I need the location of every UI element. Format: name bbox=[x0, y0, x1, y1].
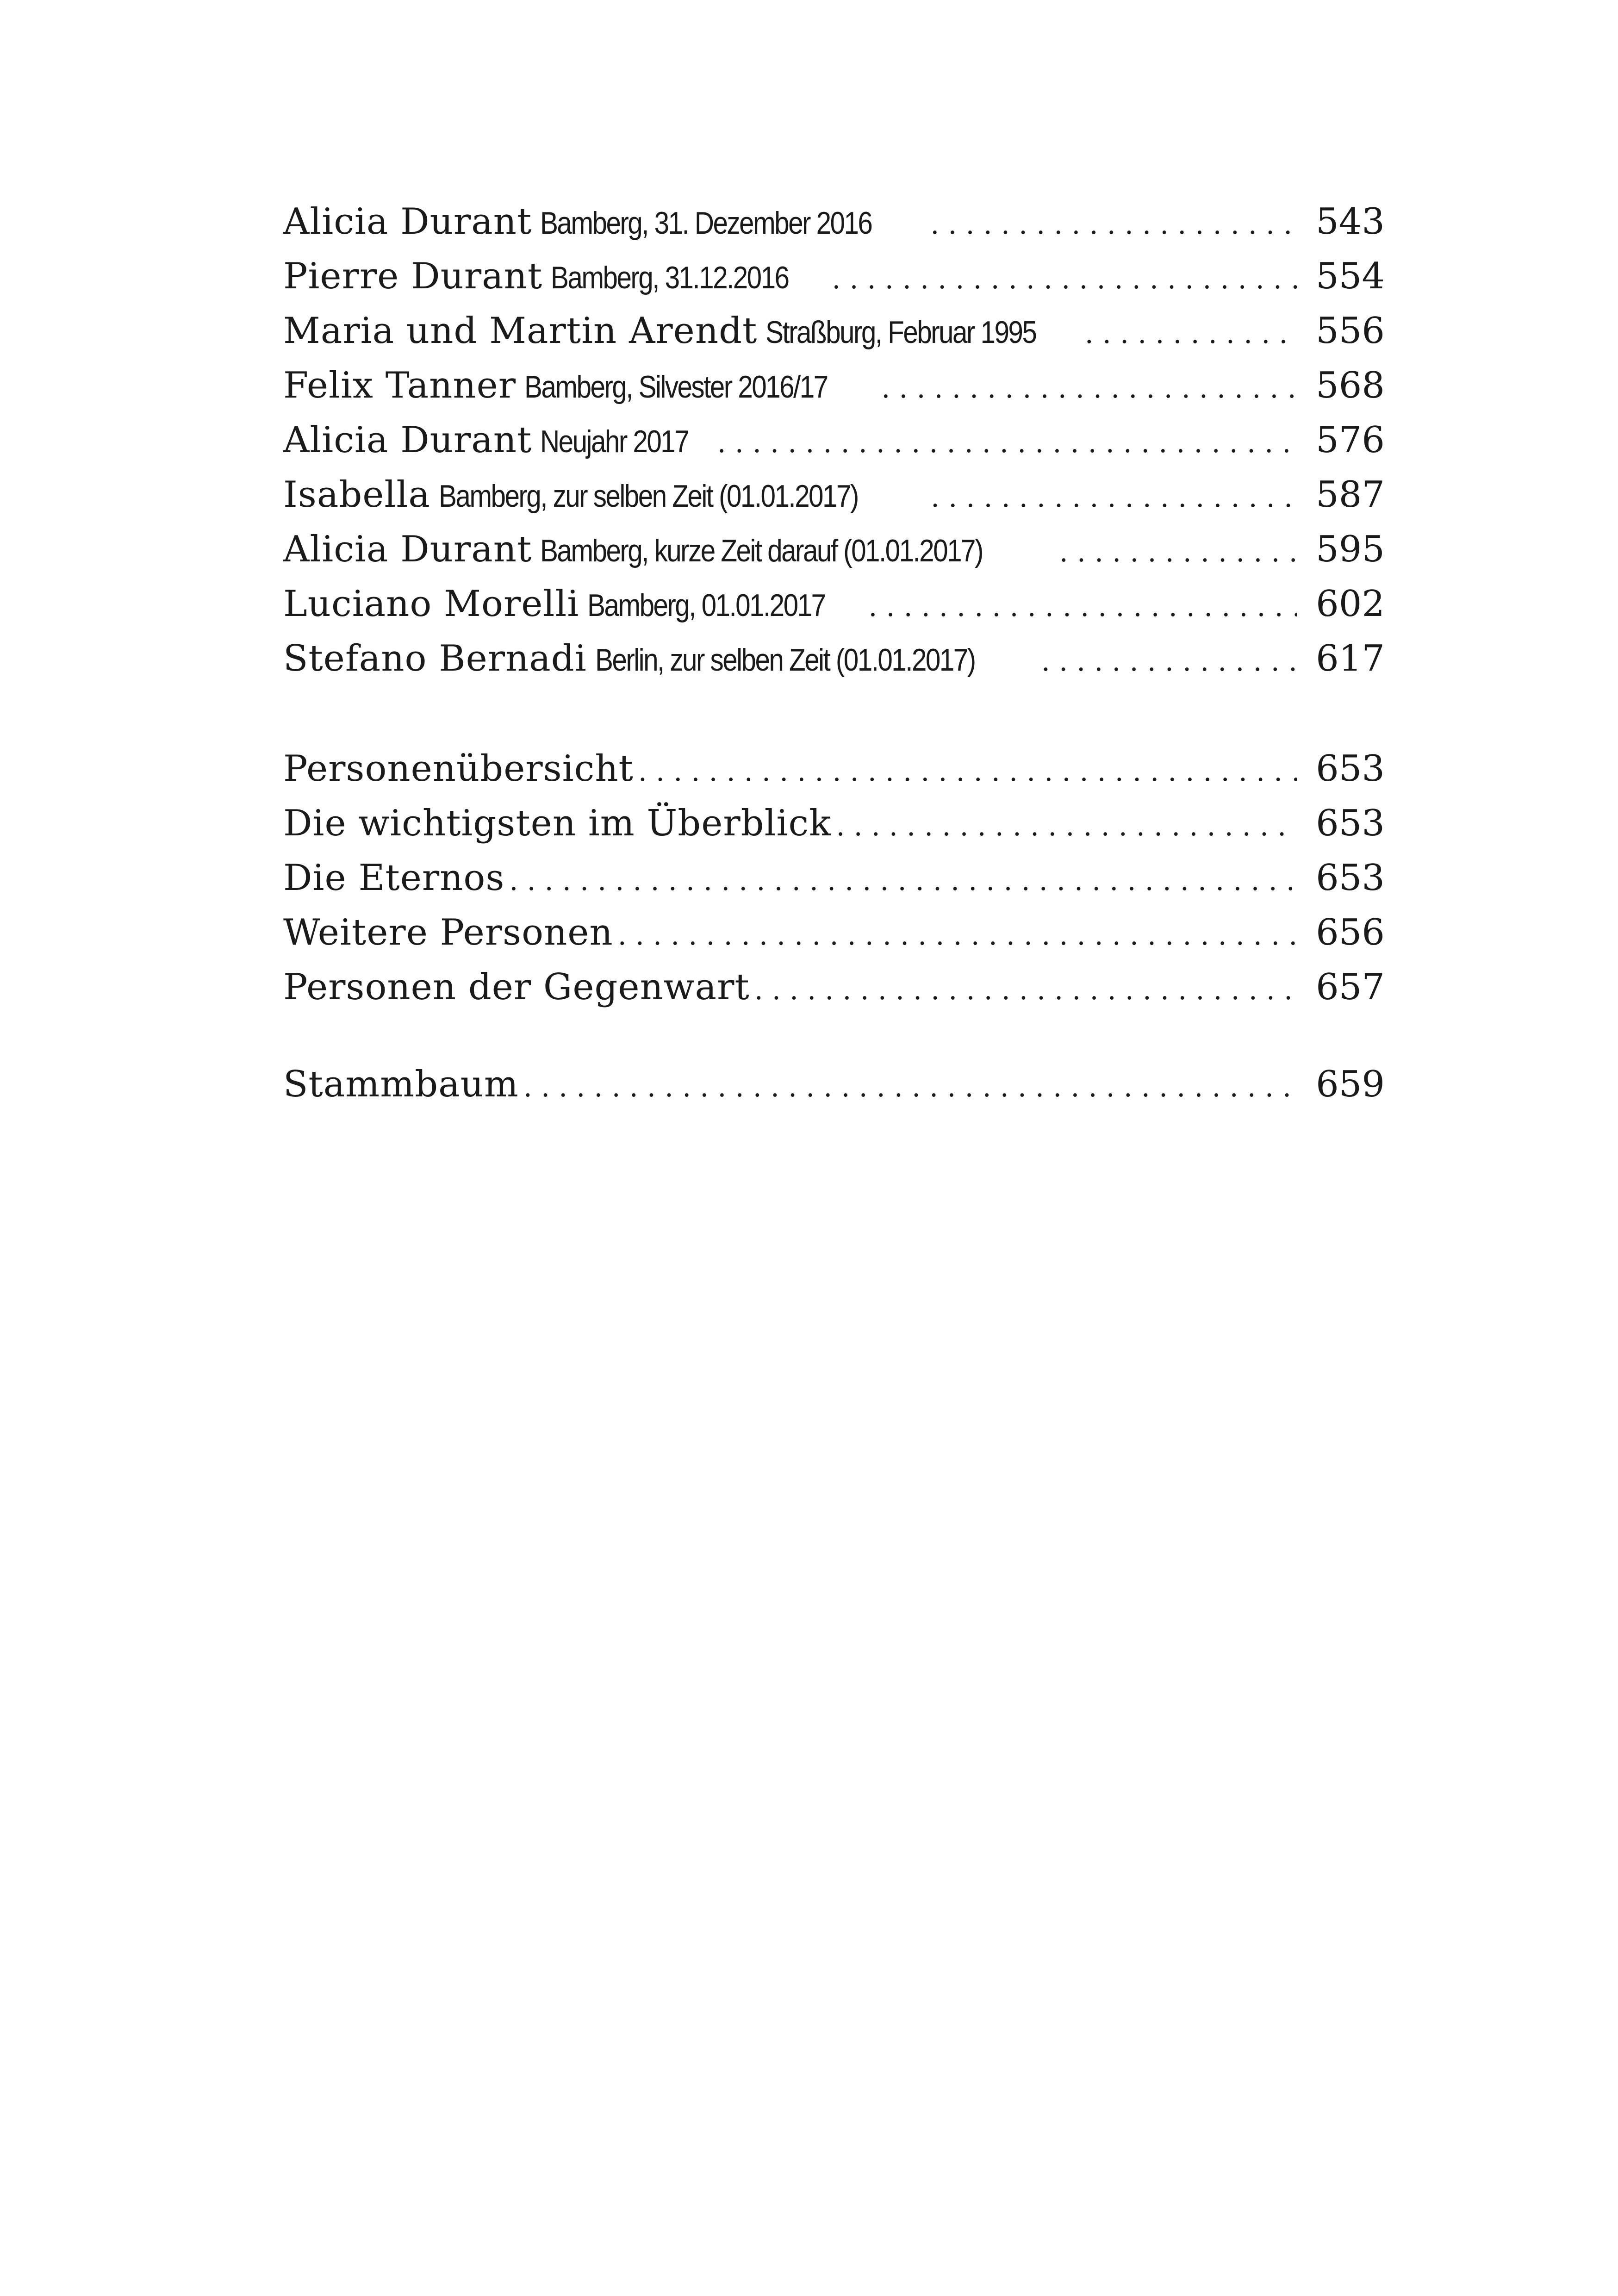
dot-leader bbox=[638, 744, 1297, 799]
section-spacer bbox=[283, 1014, 1385, 1057]
toc-family-tree-title: Stammbaum bbox=[283, 1064, 519, 1105]
dot-leader bbox=[881, 361, 1297, 416]
toc-entry-place: Neujahr 2017 bbox=[540, 424, 689, 459]
dot-leader bbox=[754, 963, 1297, 1017]
toc-family-tree-page: 659 bbox=[1316, 1064, 1385, 1105]
toc-entry-page: 617 bbox=[1316, 638, 1385, 679]
toc-entry[interactable] bbox=[283, 304, 1385, 358]
toc-appendix-page: 653 bbox=[1316, 803, 1385, 844]
dot-leader bbox=[832, 252, 1297, 306]
toc-entry[interactable] bbox=[283, 522, 1385, 577]
toc-entry-name: Luciano Morelli bbox=[283, 583, 579, 625]
toc-entry-name: Stefano Bernadi bbox=[283, 638, 587, 679]
toc-entry[interactable] bbox=[283, 358, 1385, 413]
toc-entry-name: Pierre Durant bbox=[283, 255, 543, 297]
toc-entry-name: Maria und Martin Arendt bbox=[283, 310, 758, 352]
toc-entry-name: Alicia Durant bbox=[283, 419, 532, 461]
toc-entry[interactable] bbox=[283, 631, 1385, 686]
toc-entry-page: 543 bbox=[1316, 201, 1385, 243]
toc-entry-page: 568 bbox=[1316, 365, 1385, 406]
toc-appendix-title: Die wichtigsten im Überblick bbox=[283, 803, 832, 844]
toc-appendix-title: Personen der Gegenwart bbox=[283, 966, 750, 1008]
toc-entry-page: 556 bbox=[1316, 310, 1385, 352]
toc-entry-name: Alicia Durant bbox=[283, 529, 532, 570]
toc-entry[interactable] bbox=[283, 413, 1385, 467]
toc-entry[interactable] bbox=[283, 194, 1385, 249]
toc-entry-place: Straßburg, Februar 1995 bbox=[765, 315, 1036, 350]
toc-appendix-entry[interactable] bbox=[283, 960, 1385, 1014]
dot-leader bbox=[1059, 525, 1297, 579]
toc-entry-place: Bamberg, kurze Zeit darauf (01.01.2017) bbox=[540, 533, 983, 568]
toc-appendix-entry[interactable] bbox=[283, 905, 1385, 960]
toc-entry-page: 602 bbox=[1316, 583, 1385, 625]
dot-leader bbox=[618, 908, 1297, 963]
dot-leader bbox=[1085, 306, 1297, 361]
toc-appendix-title: Personenübersicht bbox=[283, 748, 634, 790]
toc-appendix-title: Weitere Personen bbox=[283, 912, 613, 953]
toc-entry-name: Alicia Durant bbox=[283, 201, 532, 243]
dot-leader bbox=[523, 1060, 1297, 1114]
dot-leader bbox=[509, 853, 1297, 908]
toc-appendix-page: 653 bbox=[1316, 748, 1385, 790]
toc-entry-place: Bamberg, 01.01.2017 bbox=[587, 588, 825, 623]
dot-leader bbox=[930, 197, 1297, 252]
toc-entry-page: 595 bbox=[1316, 529, 1385, 570]
toc-entry-place: Bamberg, zur selben Zeit (01.01.2017) bbox=[438, 479, 858, 514]
toc-appendix-page: 656 bbox=[1316, 912, 1385, 953]
toc-entry[interactable] bbox=[283, 249, 1385, 304]
toc-entry-page: 587 bbox=[1316, 474, 1385, 516]
toc-appendix-page: 653 bbox=[1316, 857, 1385, 899]
toc-entry[interactable] bbox=[283, 467, 1385, 522]
toc-appendix-entry[interactable] bbox=[283, 851, 1385, 905]
toc-appendix-page: 657 bbox=[1316, 966, 1385, 1008]
dot-leader bbox=[836, 799, 1297, 853]
toc-entry-page: 554 bbox=[1316, 255, 1385, 297]
toc-entry-place: Bamberg, 31.12.2016 bbox=[551, 260, 789, 295]
toc-appendix-title: Die Eternos bbox=[283, 857, 505, 899]
toc-entry-name: Isabella bbox=[283, 474, 430, 516]
dot-leader bbox=[717, 416, 1297, 470]
table-of-contents bbox=[283, 194, 1385, 1112]
toc-entry[interactable] bbox=[283, 577, 1385, 631]
dot-leader bbox=[868, 579, 1297, 634]
toc-entry-place: Berlin, zur selben Zeit (01.01.2017) bbox=[595, 642, 975, 678]
toc-entry-page: 576 bbox=[1316, 419, 1385, 461]
toc-family-tree-entry[interactable] bbox=[283, 1057, 1385, 1112]
toc-appendix-entry[interactable] bbox=[283, 741, 1385, 796]
toc-entry-place: Bamberg, Silvester 2016/17 bbox=[524, 369, 828, 404]
toc-entry-name: Felix Tanner bbox=[283, 365, 517, 406]
dot-leader bbox=[931, 470, 1297, 525]
toc-entry-place: Bamberg, 31. Dezember 2016 bbox=[540, 205, 872, 241]
toc-appendix-entry[interactable] bbox=[283, 796, 1385, 851]
dot-leader bbox=[1041, 634, 1297, 689]
